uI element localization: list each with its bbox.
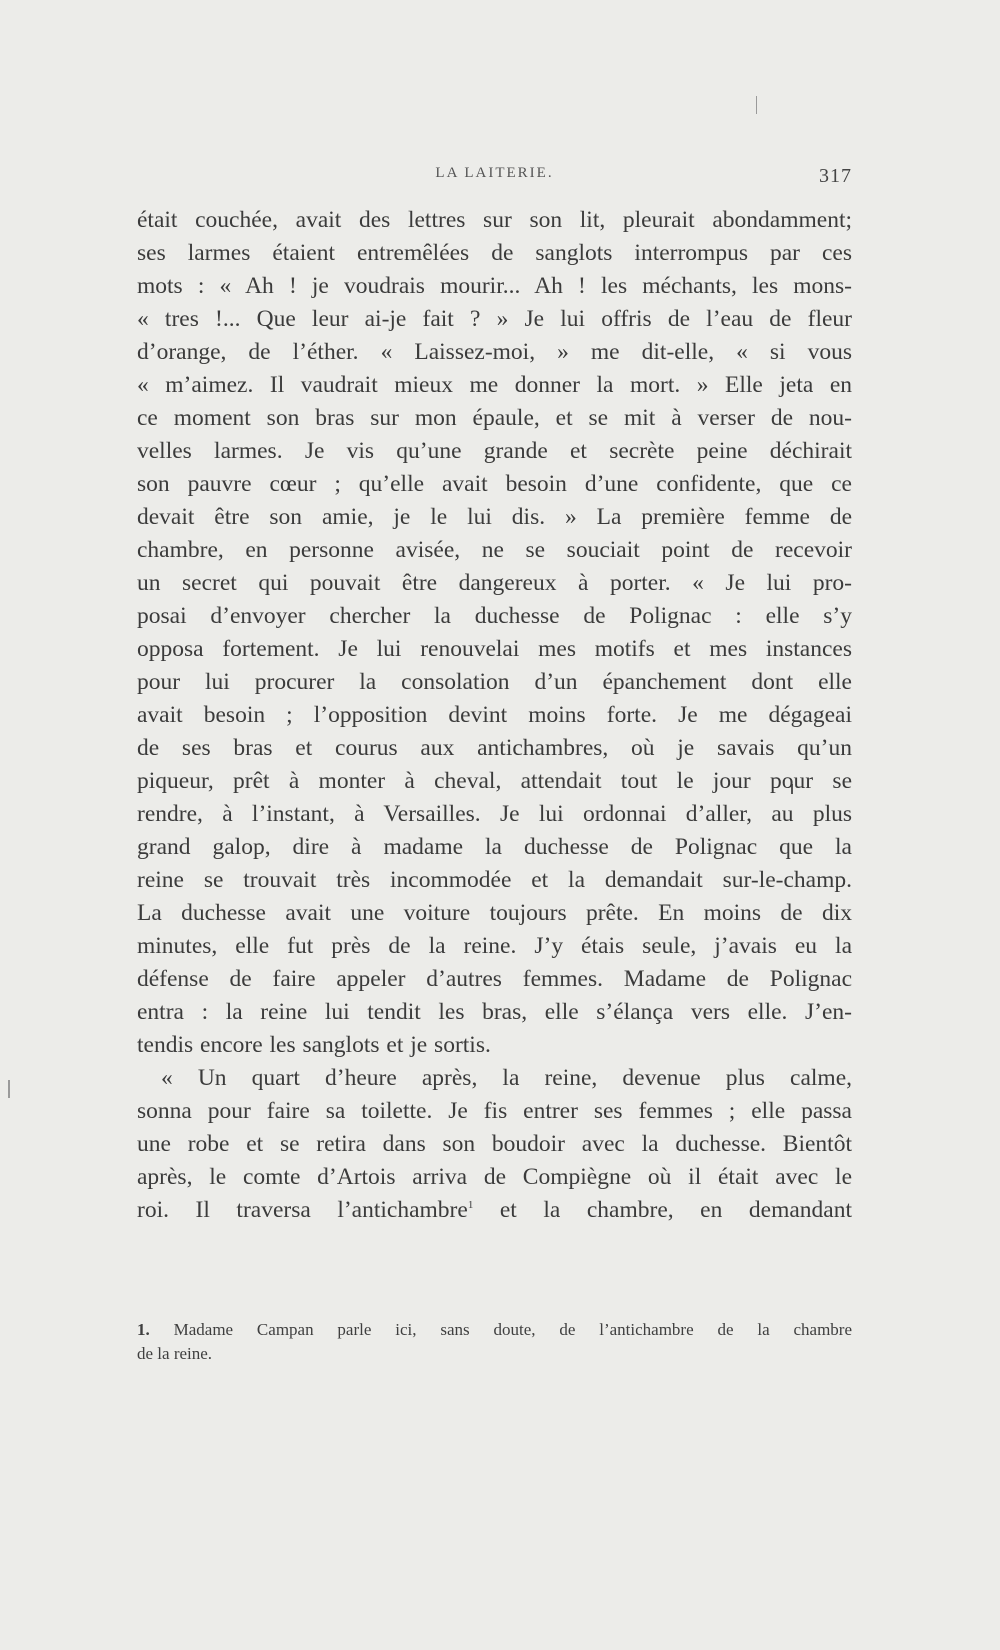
page-number: 317	[819, 165, 852, 187]
text-line: « m’aimez. Il vaudrait mieux me donner la mort. » Elle jeta en	[137, 372, 852, 398]
text-line: son pauvre cœur ; qu’elle avait besoin d’une confidente, que ce	[137, 471, 852, 497]
footnote-reference: 1	[467, 1199, 474, 1212]
text-line: opposa fortement. Je lui renouvelai mes motifs et mes instances	[137, 636, 852, 662]
paragraph-start-line: « Un quart d’heure après, la reine, devenue plus calme,	[161, 1065, 852, 1091]
paragraph-end-line: tendis encore les sanglots et je sortis.	[137, 1032, 491, 1058]
text-line: entra : la reine lui tendit les bras, elle s’élança vers elle. J’en-	[137, 999, 852, 1025]
text-line: devait être son amie, je le lui dis. » La première femme de	[137, 504, 852, 530]
running-head	[137, 165, 852, 189]
text-line-with-footnote	[137, 1194, 852, 1227]
text-line: posai d’envoyer chercher la duchesse de Polignac : elle s’y	[137, 603, 852, 629]
page-mark	[756, 96, 757, 114]
text-line: ce moment son bras sur mon épaule, et se mit à verser de nou-	[137, 405, 852, 431]
text-line: La duchesse avait une voiture toujours prête. En moins de dix	[137, 900, 852, 926]
text-line: minutes, elle fut près de la reine. J’y étais seule, j’avais eu la	[137, 933, 852, 959]
text-line: défense de faire appeler d’autres femmes. Madame de Polignac	[137, 966, 852, 992]
text-line: avait besoin ; l’opposition devint moins forte. Je me dégageai	[137, 702, 852, 728]
text-fragment: et la chambre, en demandant	[499, 1197, 852, 1223]
footnote-line	[137, 1318, 852, 1342]
footnote	[137, 1318, 852, 1366]
text-line: sonna pour faire sa toilette. Je fis entrer ses femmes ; elle passa	[137, 1098, 852, 1124]
footnote-number: 1.	[137, 1320, 150, 1339]
running-title: LA LAITERIE.	[435, 165, 554, 181]
text-line: une robe et se retira dans son boudoir avec la duchesse. Bientôt	[137, 1131, 852, 1157]
text-line: chambre, en personne avisée, ne se souciait point de recevoir	[137, 537, 852, 563]
footnote-text: Madame Campan parle ici, sans doute, de l’antichambre de la chambre	[173, 1320, 853, 1339]
text-line: d’orange, de l’éther. « Laissez-moi, » me dit-elle, « si vous	[137, 339, 852, 365]
text-line: grand galop, dire à madame la duchesse de Polignac que la	[137, 834, 852, 860]
text-fragment: roi. Il traversa l’antichambre	[137, 1197, 468, 1223]
text-line: rendre, à l’instant, à Versailles. Je lui ordonnai d’aller, au plus	[137, 801, 852, 827]
text-line: « tres !... Que leur ai-je fait ? » Je lui offris de l’eau de fleur	[137, 306, 852, 332]
text-line: velles larmes. Je vis qu’une grande et secrète peine déchirait	[137, 438, 852, 464]
body-text	[137, 204, 852, 1227]
text-line: reine se trouvait très incommodée et la demandait sur-le-champ.	[137, 867, 852, 893]
text-line: ses larmes étaient entremêlées de sanglots interrompus par ces	[137, 240, 852, 266]
text-line: était couchée, avait des lettres sur son lit, pleurait abondamment;	[137, 207, 852, 233]
text-line: piqueur, prêt à monter à cheval, attendait tout le jour pour se	[137, 768, 852, 794]
text-line: pour lui procurer la consolation d’un épanchement dont elle	[137, 669, 852, 695]
page-mark	[8, 1080, 10, 1098]
text-line: après, le comte d’Artois arriva de Compiègne où il était avec le	[137, 1164, 852, 1190]
text-line: de ses bras et courus aux antichambres, où je savais qu’un	[137, 735, 852, 761]
text-line: mots : « Ah ! je voudrais mourir... Ah ! les méchants, les mons-	[137, 273, 852, 299]
text-line: un secret qui pouvait être dangereux à porter. « Je lui pro-	[137, 570, 852, 596]
footnote-line: de la reine.	[137, 1344, 213, 1363]
